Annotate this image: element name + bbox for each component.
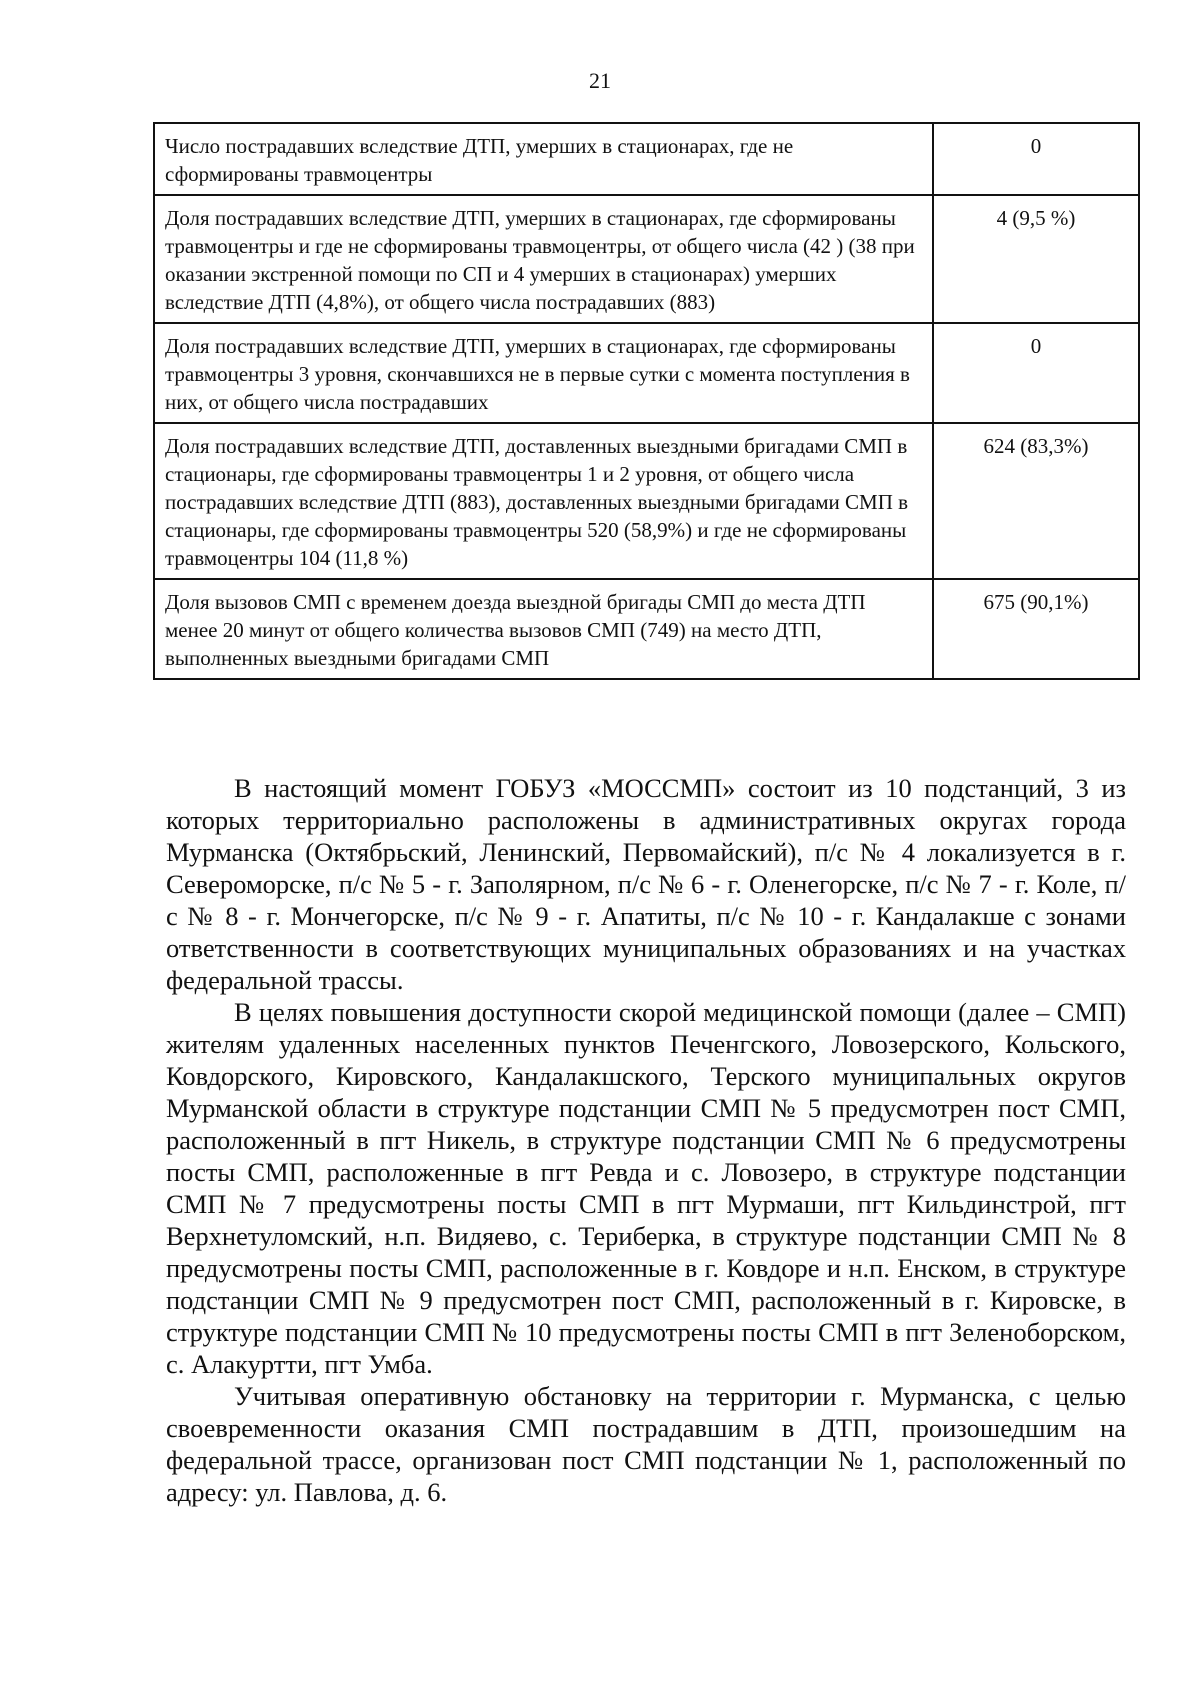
table-row xyxy=(154,323,1139,423)
indicator-value: 675 (90,1%) xyxy=(933,579,1139,679)
table-row xyxy=(154,195,1139,323)
indicator-value: 0 xyxy=(933,323,1139,423)
indicator-label: Доля вызовов СМП с временем доезда выездной бригады СМП до места ДТП менее 20 минут от общего количества вызовов СМП (749) на место ДТП, выполненных выездными бригадами СМП xyxy=(154,579,933,679)
paragraph-remote-posts: В целях повышения доступности скорой медицинской помощи (далее – СМП) жителям удаленных населенных пунктов Печенгского, Ловозерского, Кольского, Ковдорского, Кировского, Кандалакшского, Терского муниципальных округов Мурманской области в структуре подстанции СМП № 5 предусмотрен пост СМП, расположенный в пгт Никель, в структуре подстанции СМП № 6 предусмотрены посты СМП, расположенные в пгт Ревда и с. Ловозеро, в структуре подстанции СМП № 7 предусмотрены посты СМП в пгт Мурмаши, пгт Кильдинстрой, пгт Верхнетуломский, н.п. Видяево, с. Териберка, в структуре подстанции СМП № 8 предусмотрены посты СМП, расположенные в г. Ковдоре и н.п. Енском, в структуре подстанции СМП № 9 предусмотрен пост СМП, расположенный в г. Кировске, в структуре подстанции СМП № 10 предусмотрены посты СМП в пгт Зеленоборском, с. Алакуртти, пгт Умба. xyxy=(166,997,1126,1379)
indicators-table xyxy=(153,122,1140,680)
indicator-label: Число пострадавших вследствие ДТП, умерших в стационарах, где не сформированы травмоцентры xyxy=(154,123,933,195)
indicator-value: 4 (9,5 %) xyxy=(933,195,1139,323)
indicator-value: 624 (83,3%) xyxy=(933,423,1139,579)
indicator-label: Доля пострадавших вследствие ДТП, умерших в стационарах, где сформированы травмоцентры и где не сформированы травмоцентры, от общего числа (42 ) (38 при оказании экстренной помощи по СП и 4 умерших в стационарах) умерших вследствие ДТП (4,8%), от общего числа пострадавших (883) xyxy=(154,195,933,323)
indicator-label: Доля пострадавших вследствие ДТП, умерших в стационарах, где сформированы травмоцентры 3 уровня, скончавшихся не в первые сутки с момента поступления в них, от общего числа пострадавших xyxy=(154,323,933,423)
page-number: 21 xyxy=(589,68,611,93)
indicator-label: Доля пострадавших вследствие ДТП, доставленных выездными бригадами СМП в стационары, где сформированы травмоцентры 1 и 2 уровня, от общего числа пострадавших вследствие ДТП (883), доставленных выездными бригадами СМП в стационары, где сформированы травмоцентры 520 (58,9%) и где не сформированы травмоцентры 104 (11,8 %) xyxy=(154,423,933,579)
body-text xyxy=(166,772,1126,1508)
paragraph-substations: В настоящий момент ГОБУЗ «МОССМП» состоит из 10 подстанций, 3 из которых территориально расположены в административных округах города Мурманска (Октябрьский, Ленинский, Первомайский), п/с № 4 локализуется в г. Североморске, п/с № 5 - г. Заполярном, п/с № 6 - г. Оленегорске, п/с № 7 - г. Коле, п/с № 8 - г. Мончегорске, п/с № 9 - г. Апатиты, п/с № 10 - г. Кандалакше с зонами ответственности в соответствующих муниципальных образованиях и на участках федеральной трассы. xyxy=(166,773,1126,995)
indicator-value: 0 xyxy=(933,123,1139,195)
table-row xyxy=(154,423,1139,579)
paragraph-highway-post: Учитывая оперативную обстановку на территории г. Мурманска, с целью своевременности оказания СМП пострадавшим в ДТП, произошедшим на федеральной трассе, организован пост СМП подстанции № 1, расположенный по адресу: ул. Павлова, д. 6. xyxy=(166,1381,1126,1507)
table-row xyxy=(154,123,1139,195)
table-row xyxy=(154,579,1139,679)
